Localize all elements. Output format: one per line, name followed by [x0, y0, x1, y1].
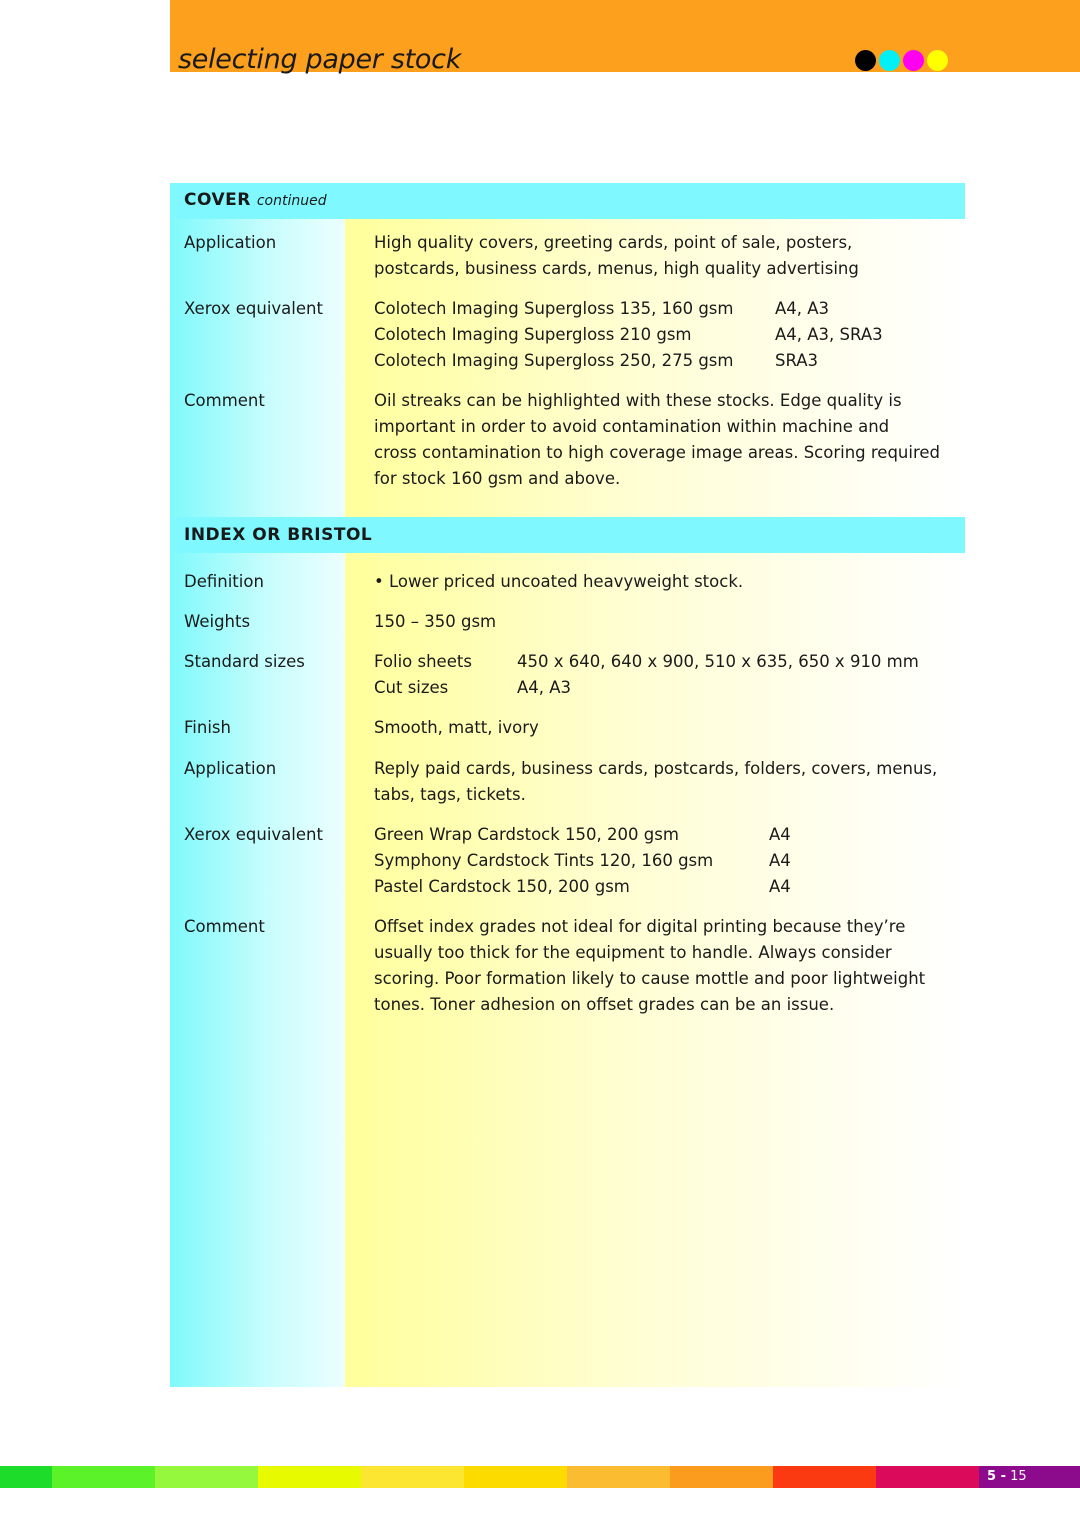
- index-xerox-size-3: A4: [769, 877, 791, 896]
- index-xerox-name-2: Symphony Cardstock Tints 120, 160 gsm: [374, 851, 714, 870]
- cover-comment-label: Comment: [184, 391, 265, 410]
- index-folio-label: Folio sheets: [374, 652, 472, 671]
- footer-segment: [773, 1466, 876, 1488]
- cover-comment-line-2: important in order to avoid contamination within machine and: [374, 417, 890, 436]
- index-heading: INDEX OR BRISTOL: [184, 525, 373, 545]
- cover-xerox-name-2: Colotech Imaging Supergloss 210 gsm: [374, 325, 692, 344]
- footer-segment: [258, 1466, 361, 1488]
- color-dots: [855, 50, 948, 71]
- index-cut-label: Cut sizes: [374, 678, 449, 697]
- magenta-dot-icon: [903, 50, 924, 71]
- cover-application-line-1: High quality covers, greeting cards, point of sale, posters,: [374, 233, 853, 252]
- cover-heading-suffix: continued: [256, 193, 327, 209]
- cover-xerox-size-2: A4, A3, SRA3: [775, 325, 883, 344]
- black-dot-icon: [855, 50, 876, 71]
- footer-segment: [155, 1466, 258, 1488]
- cover-application-line-2: postcards, business cards, menus, high quality advertising: [374, 259, 859, 278]
- cover-heading-text: COVER: [184, 190, 251, 210]
- footer-segment: [0, 1466, 52, 1488]
- index-folio-value: 450 x 640, 640 x 900, 510 x 635, 650 x 910 mm: [517, 652, 919, 671]
- footer-segment: [361, 1466, 464, 1488]
- index-application-line-1: Reply paid cards, business cards, postcards, folders, covers, menus,: [374, 759, 938, 778]
- index-definition-label: Definition: [184, 572, 264, 591]
- index-comment-line-1: Offset index grades not ideal for digital printing because they’re: [374, 917, 906, 936]
- index-xerox-label: Xerox equivalent: [184, 825, 323, 844]
- index-definition-value: • Lower priced uncoated heavyweight stock.: [374, 572, 744, 591]
- cover-xerox-name-3: Colotech Imaging Supergloss 250, 275 gsm: [374, 351, 734, 370]
- index-xerox-name-1: Green Wrap Cardstock 150, 200 gsm: [374, 825, 679, 844]
- index-weights-value: 150 – 350 gsm: [374, 612, 497, 631]
- label-column-background: [170, 183, 345, 1387]
- index-xerox-size-1: A4: [769, 825, 791, 844]
- cover-heading: [184, 190, 327, 210]
- cover-xerox-label: Xerox equivalent: [184, 299, 323, 318]
- index-weights-label: Weights: [184, 612, 251, 631]
- footer-segment: [670, 1466, 773, 1488]
- cyan-dot-icon: [879, 50, 900, 71]
- cover-xerox-size-1: A4, A3: [775, 299, 830, 318]
- footer-segment: [876, 1466, 979, 1488]
- yellow-dot-icon: [927, 50, 948, 71]
- cover-comment-line-3: cross contamination to high coverage image areas. Scoring required: [374, 443, 941, 462]
- page-title: selecting paper stock: [178, 44, 462, 75]
- page-chapter: 5 -: [987, 1469, 1006, 1484]
- cover-application-label: Application: [184, 233, 277, 252]
- cover-comment-line-1: Oil streaks can be highlighted with these stocks. Edge quality is: [374, 391, 902, 410]
- page-number: [987, 1466, 1047, 1488]
- footer-segment: [567, 1466, 670, 1488]
- cover-comment-line-4: for stock 160 gsm and above.: [374, 469, 621, 488]
- index-comment-line-3: scoring. Poor formation likely to cause mottle and poor lightweight: [374, 969, 926, 988]
- index-application-label: Application: [184, 759, 277, 778]
- index-comment-line-2: usually too thick for the equipment to handle. Always consider: [374, 943, 892, 962]
- cover-xerox-size-3: SRA3: [775, 351, 819, 370]
- index-xerox-name-3: Pastel Cardstock 150, 200 gsm: [374, 877, 630, 896]
- index-finish-value: Smooth, matt, ivory: [374, 718, 539, 737]
- index-xerox-size-2: A4: [769, 851, 791, 870]
- index-finish-label: Finish: [184, 718, 231, 737]
- index-application-line-2: tabs, tags, tickets.: [374, 785, 526, 804]
- footer-segment: [464, 1466, 567, 1488]
- footer-segment: [52, 1466, 155, 1488]
- footer-color-bar: [0, 1466, 1080, 1488]
- page-index: 15: [1010, 1469, 1027, 1484]
- index-cut-value: A4, A3: [517, 678, 572, 697]
- index-comment-line-4: tones. Toner adhesion on offset grades can be an issue.: [374, 995, 835, 1014]
- cover-xerox-name-1: Colotech Imaging Supergloss 135, 160 gsm: [374, 299, 734, 318]
- index-comment-label: Comment: [184, 917, 265, 936]
- index-sizes-label: Standard sizes: [184, 652, 305, 671]
